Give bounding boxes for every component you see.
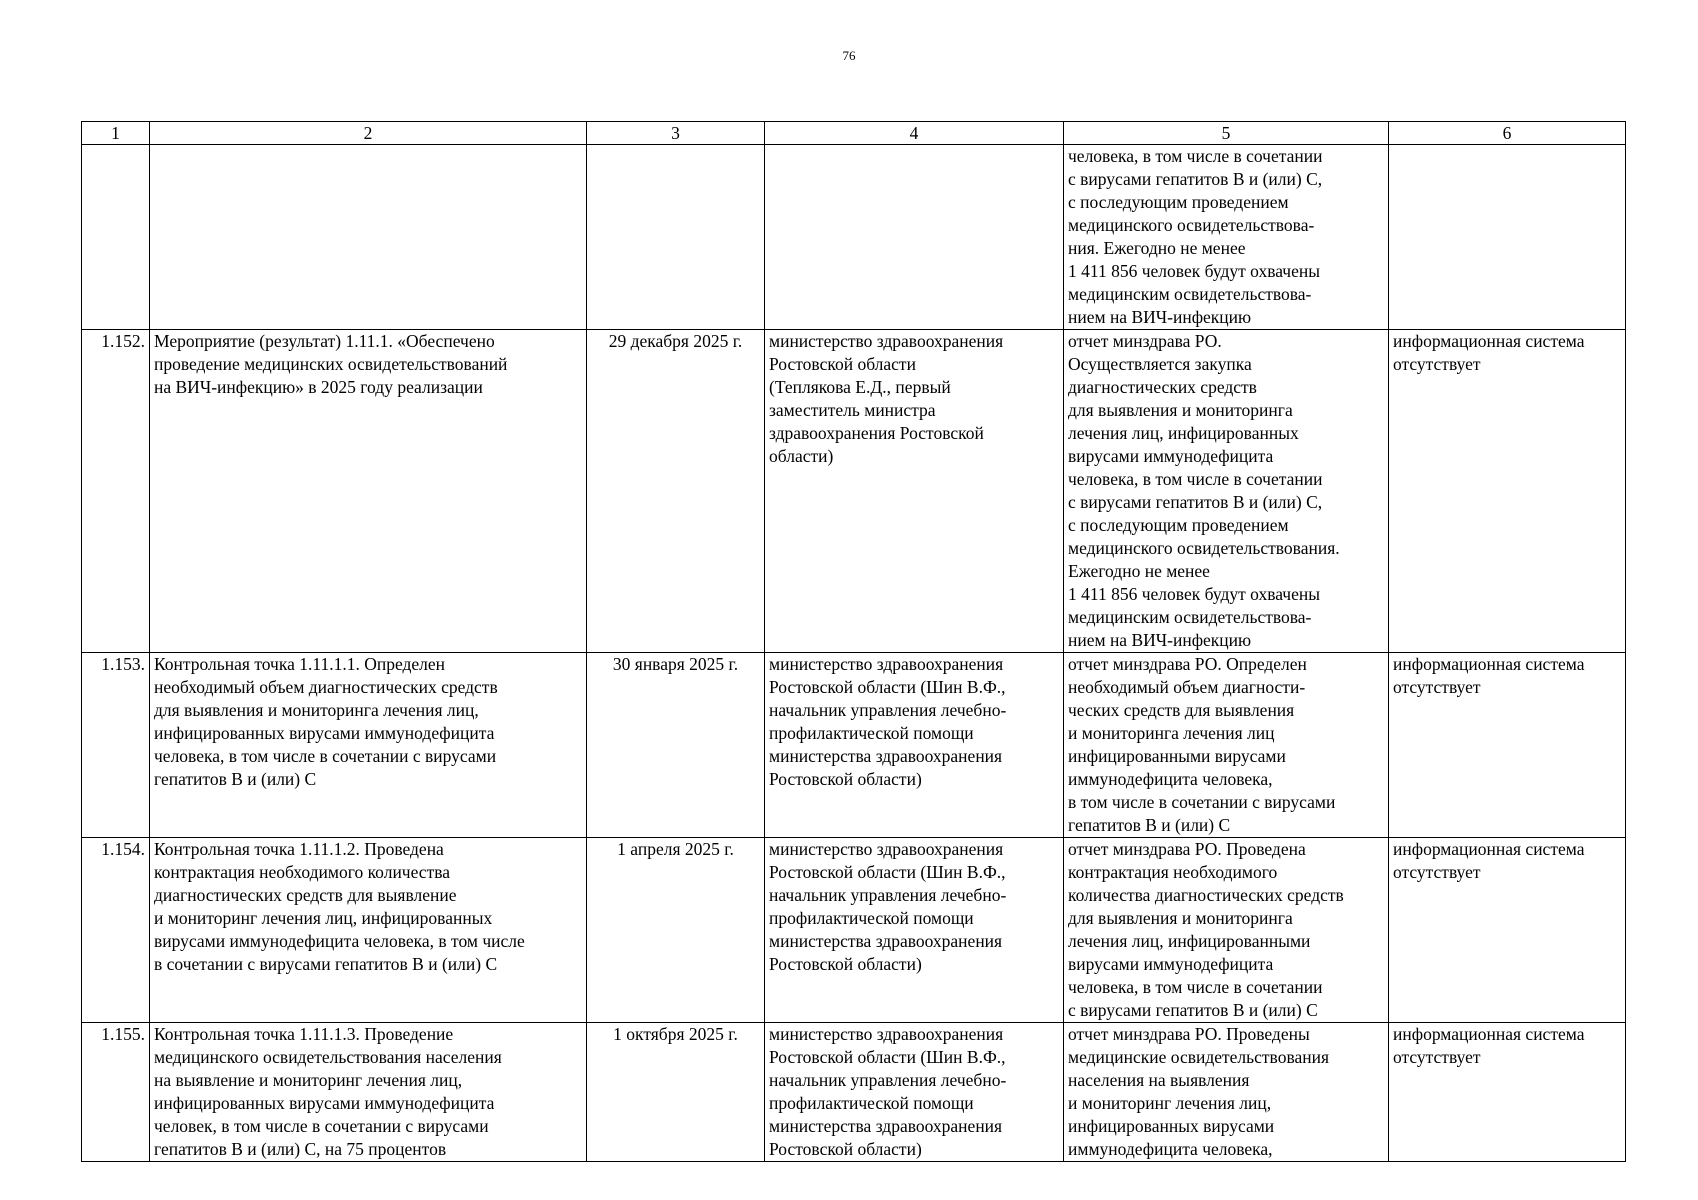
plan-table [81,121,1626,1162]
date-cell [587,145,765,330]
date-cell: 29 декабря 2025 г. [587,330,765,653]
info-system-cell: информационная система отсутствует [1389,653,1626,838]
responsible-cell: министерство здравоохранения Ростовской области (Шин В.Ф., начальник управления лечебно- профилактической помощи министерства здравоохранения Ростовской области) [765,1023,1064,1162]
table-row [82,330,1626,653]
event-cell: Контрольная точка 1.11.1.1. Определен необходимый объем диагностических средств для выявления и мониторинга лечения лиц, инфицированных вирусами иммунодефицита человека, в том числе в сочетании с вирусами гепатитов B и (или) C [150,653,587,838]
result-cell: отчет минздрава РО. Проведена контрактация необходимого количества диагностических средств для выявления и мониторинга лечения лиц, инфицированными вирусами иммунодефицита человека, в том числе в сочетании с вирусами гепатитов B и (или) C [1064,838,1389,1023]
col-header-5: 5 [1064,122,1389,145]
info-system-cell: информационная система отсутствует [1389,1023,1626,1162]
event-cell: Контрольная точка 1.11.1.3. Проведение медицинского освидетельствования населения на выявление и мониторинг лечения лиц, инфицированных вирусами иммунодефицита человек, в том числе в сочетании с вирусами гепатитов B и (или) C, на 75 процентов [150,1023,587,1162]
date-cell: 1 октября 2025 г. [587,1023,765,1162]
responsible-cell: министерство здравоохранения Ростовской области (Шин В.Ф., начальник управления лечебно- профилактической помощи министерства здравоохранения Ростовской области) [765,653,1064,838]
col-header-3: 3 [587,122,765,145]
table-row [82,653,1626,838]
result-cell: отчет минздрава РО. Определен необходимый объем диагности- ческих средств для выявления и мониторинга лечения лиц инфицированными вирусами иммунодефицита человека, в том числе в сочетании с вирусами гепатитов B и (или) C [1064,653,1389,838]
event-cell: Мероприятие (результат) 1.11.1. «Обеспечено проведение медицинских освидетельствований на ВИЧ-инфекцию» в 2025 году реализации [150,330,587,653]
table-row [82,145,1626,330]
table-row [82,838,1626,1023]
result-cell: отчет минздрава РО. Проведены медицинские освидетельствования населения на выявления и мониторинг лечения лиц, инфицированных вирусами иммунодефицита человека, [1064,1023,1389,1162]
result-cell: человека, в том числе в сочетании с вирусами гепатитов B и (или) C, с последующим проведением медицинского освидетельствова- ния. Ежегодно не менее 1 411 856 человек будут охвачены медицинским освидетельствова- нием на ВИЧ-инфекцию [1064,145,1389,330]
result-cell: отчет минздрава РО. Осуществляется закупка диагностических средств для выявления и мониторинга лечения лиц, инфицированных вирусами иммунодефицита человека, в том числе в сочетании с вирусами гепатитов B и (или) C, с последующим проведением медицинского освидетельствования. Ежегодно не менее 1 411 856 человек будут охвачены медицинским освидетельствова- нием на ВИЧ-инфекцию [1064,330,1389,653]
row-number: 1.154. [82,838,150,1023]
event-cell [150,145,587,330]
date-cell: 30 января 2025 г. [587,653,765,838]
info-system-cell: информационная система отсутствует [1389,838,1626,1023]
col-header-6: 6 [1389,122,1626,145]
row-number: 1.152. [82,330,150,653]
info-system-cell: информационная система отсутствует [1389,330,1626,653]
row-number: 1.153. [82,653,150,838]
responsible-cell: министерство здравоохранения Ростовской области (Шин В.Ф., начальник управления лечебно- профилактической помощи министерства здравоохранения Ростовской области) [765,838,1064,1023]
event-cell: Контрольная точка 1.11.1.2. Проведена контрактация необходимого количества диагностических средств для выявление и мониторинг лечения лиц, инфицированных вирусами иммунодефицита человека, в том числе в сочетании с вирусами гепатитов B и (или) C [150,838,587,1023]
col-header-4: 4 [765,122,1064,145]
row-number [82,145,150,330]
responsible-cell [765,145,1064,330]
col-header-2: 2 [150,122,587,145]
responsible-cell: министерство здравоохранения Ростовской области (Теплякова Е.Д., первый заместитель министра здравоохранения Ростовской области) [765,330,1064,653]
table-row [82,1023,1626,1162]
col-header-1: 1 [82,122,150,145]
page-number: 76 [842,48,856,63]
header-row [82,122,1626,145]
date-cell: 1 апреля 2025 г. [587,838,765,1023]
row-number: 1.155. [82,1023,150,1162]
info-system-cell [1389,145,1626,330]
